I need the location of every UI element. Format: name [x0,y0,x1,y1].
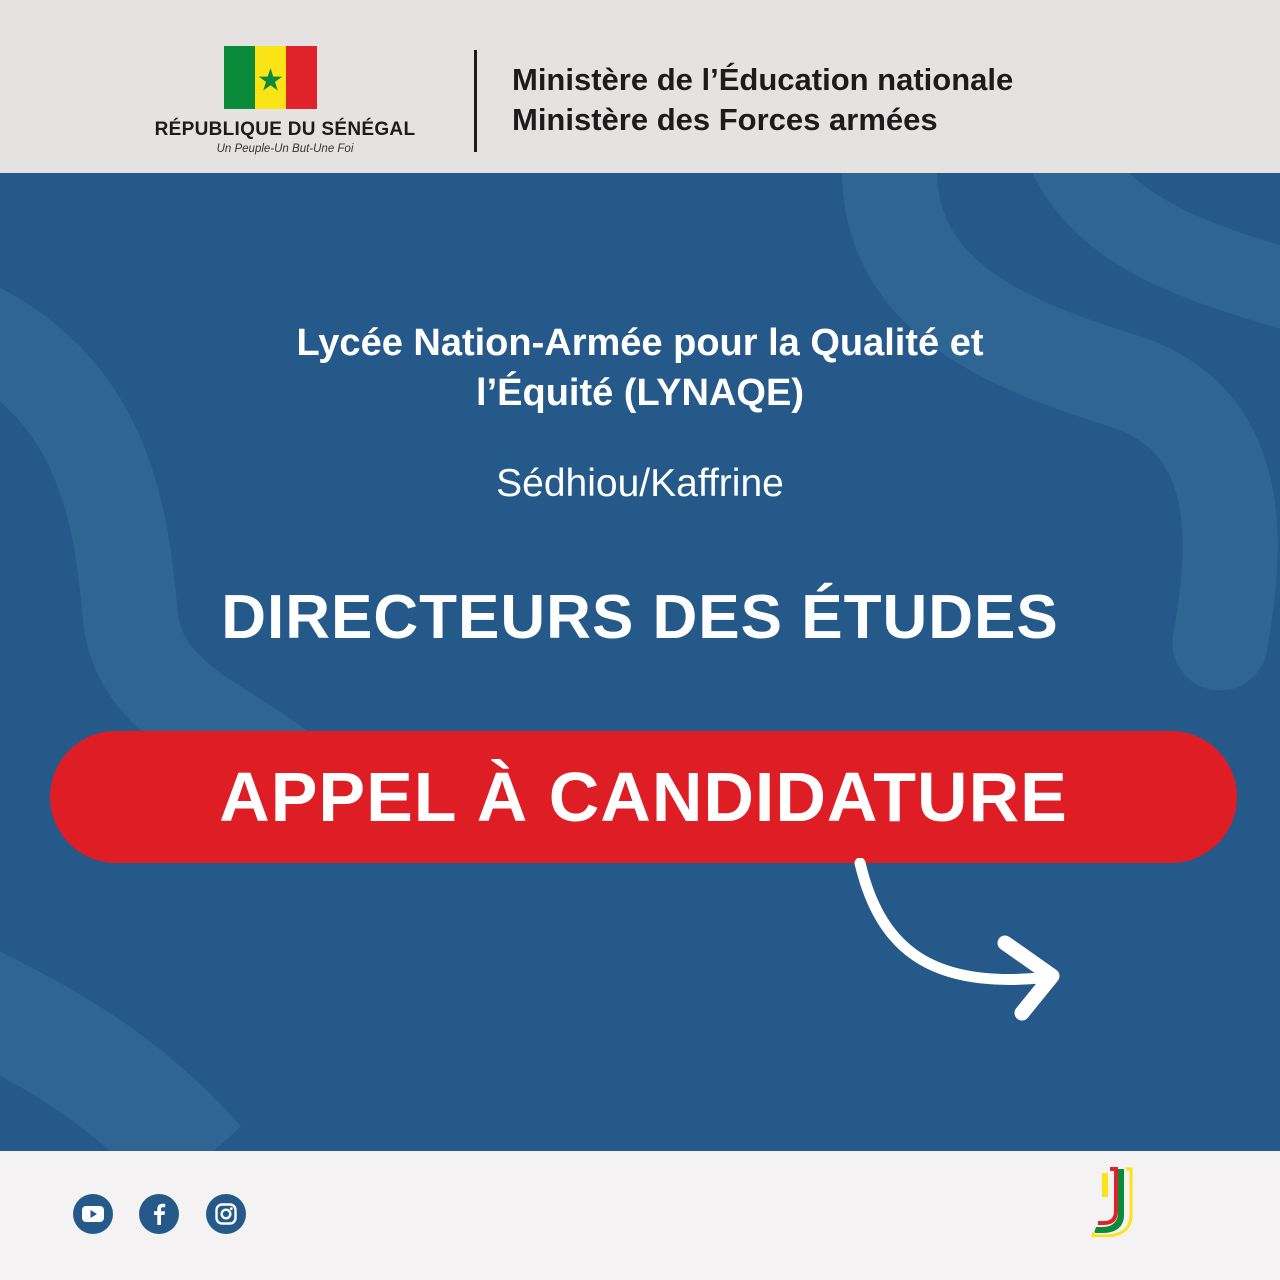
republic-name: RÉPUBLIQUE DU SÉNÉGAL [154,119,416,140]
school-name-line-2: l’Équité (LYNAQE) [476,372,804,414]
call-to-action-text: APPEL À CANDIDATURE [219,758,1068,836]
facebook-icon[interactable] [139,1194,179,1234]
instagram-icon[interactable] [206,1194,246,1234]
call-to-action-banner [50,731,1237,863]
school-name-line-1: Lycée Nation-Armée pour la Qualité et [296,322,984,364]
youtube-icon[interactable] [73,1194,113,1234]
ministry-education: Ministère de l’Éducation nationale [512,62,1014,97]
position-title: DIRECTEURS DES ÉTUDES [221,583,1059,652]
senegal-flag [224,46,317,109]
location-text: Sédhiou/Kaffrine [496,462,784,505]
footer-bar [0,1151,1280,1280]
school-name [0,318,1280,418]
national-motto: Un Peuple-Un But-Une Foi [216,143,354,155]
ministry-armed-forces: Ministère des Forces armées [512,102,938,137]
curved-arrow-icon [840,858,1080,1048]
header-divider [474,50,477,152]
header-bar [0,0,1280,173]
flag-star-icon [224,46,317,109]
brand-logo-icon [1088,1167,1138,1237]
main-panel [0,173,1280,1151]
